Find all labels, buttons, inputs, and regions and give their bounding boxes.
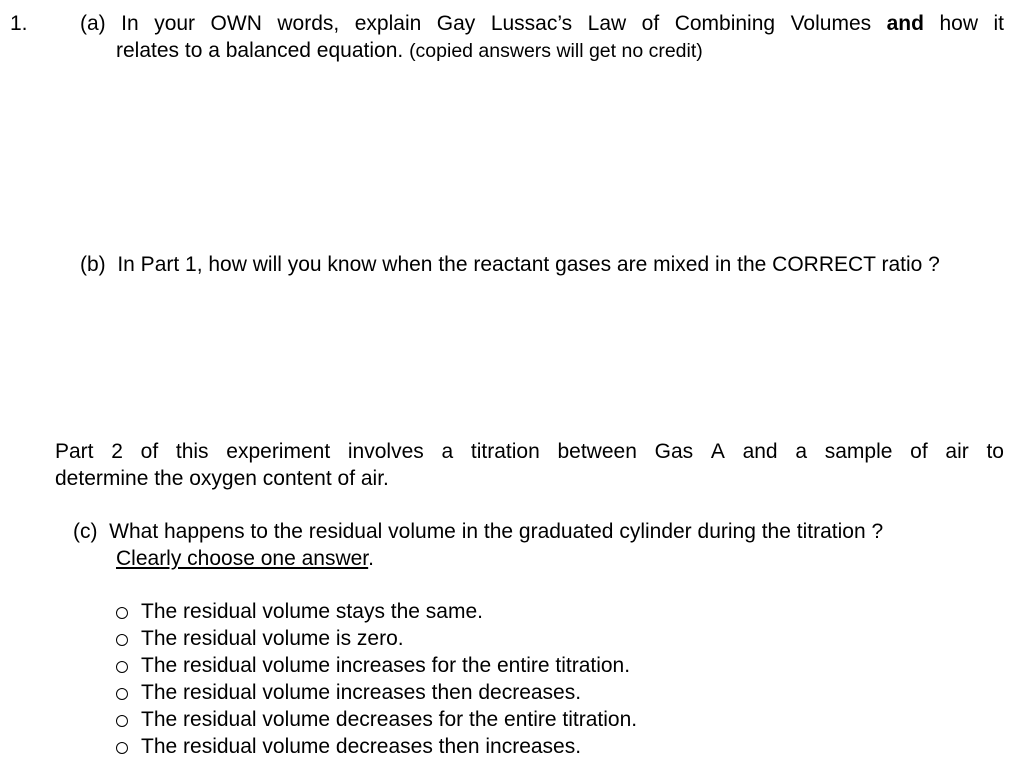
part2-intro-word: experiment [226, 440, 331, 463]
part2-intro-word: Part [55, 440, 94, 463]
radio-circle-icon[interactable] [116, 715, 128, 727]
answer-option[interactable] [116, 679, 637, 706]
part-a-word: and [886, 12, 924, 35]
part2-intro-word: this [175, 440, 209, 463]
part2-intro-word: a [441, 440, 454, 463]
part-c-instruction-period: . [368, 547, 374, 570]
part2-intro-word: titration [470, 440, 540, 463]
answer-option[interactable] [116, 733, 637, 760]
part2-intro-word: Gas [654, 440, 694, 463]
part2-intro-word: of [910, 440, 928, 463]
part-a-word: explain [354, 12, 422, 35]
part-c-instruction-text: Clearly choose one answer [116, 547, 369, 570]
answer-option-label: The residual volume decreases then increases. [141, 735, 582, 758]
part-a-word: your [154, 12, 196, 35]
part2-intro-word: air [945, 440, 969, 463]
radio-circle-icon[interactable] [116, 634, 128, 646]
part-a-word: it [993, 12, 1004, 35]
part2-intro-word: sample [824, 440, 893, 463]
part2-intro-line2: determine the oxygen content of air. [55, 467, 389, 490]
answer-option[interactable] [116, 598, 637, 625]
part-a-word: how [939, 12, 978, 35]
part2-intro-word: to [986, 440, 1004, 463]
part2-intro-word: a [795, 440, 808, 463]
part-c-question: (c) What happens to the residual volume in the graduated cylinder during the titration ? [73, 520, 884, 543]
part-a-question-line2 [116, 37, 703, 65]
part-a-word: OWN [210, 12, 262, 35]
radio-circle-icon[interactable] [116, 688, 128, 700]
answer-option[interactable] [116, 652, 637, 679]
answer-option[interactable] [116, 625, 637, 652]
part-a-word: In [121, 12, 139, 35]
part2-intro-word: involves [347, 440, 424, 463]
part2-intro-word: of [140, 440, 159, 463]
answer-option-label: The residual volume increases for the entire titration. [141, 654, 631, 677]
part2-intro-word: and [742, 440, 778, 463]
radio-circle-icon[interactable] [116, 607, 128, 619]
part-a-question-line1 [80, 10, 1004, 37]
answer-option-label: The residual volume stays the same. [141, 600, 483, 623]
answer-option-label: The residual volume increases then decreases. [141, 681, 582, 704]
part-a-word: Volumes [790, 12, 872, 35]
part-c-instruction [116, 545, 374, 572]
answer-option-label: The residual volume decreases for the entire titration. [141, 708, 638, 731]
radio-circle-icon[interactable] [116, 742, 128, 754]
part2-intro-word: A [710, 440, 725, 463]
part2-intro-word: 2 [111, 440, 123, 463]
part-a-word: Lussac’s [490, 12, 573, 35]
part-a-word: Law [587, 12, 627, 35]
answer-option[interactable] [116, 706, 637, 733]
part-a-word: words, [277, 12, 340, 35]
part-a-word: Gay [436, 12, 476, 35]
answer-options-list [116, 598, 637, 760]
radio-circle-icon[interactable] [116, 661, 128, 673]
answer-option-label: The residual volume is zero. [141, 627, 404, 650]
part-a-word: (a) [80, 12, 106, 35]
part-a-word: of [641, 12, 660, 35]
part-b-question: (b) In Part 1, how will you know when the reactant gases are mixed in the CORRECT ratio ? [80, 253, 940, 276]
part-a-question-text: relates to a balanced equation. [116, 39, 404, 62]
part2-intro-line1 [55, 438, 1004, 465]
part2-intro-word: between [557, 440, 637, 463]
part-a-credit-note: (copied answers will get no credit) [409, 40, 703, 62]
part-a-word: Combining [674, 12, 776, 35]
question-number: 1. [10, 12, 28, 35]
